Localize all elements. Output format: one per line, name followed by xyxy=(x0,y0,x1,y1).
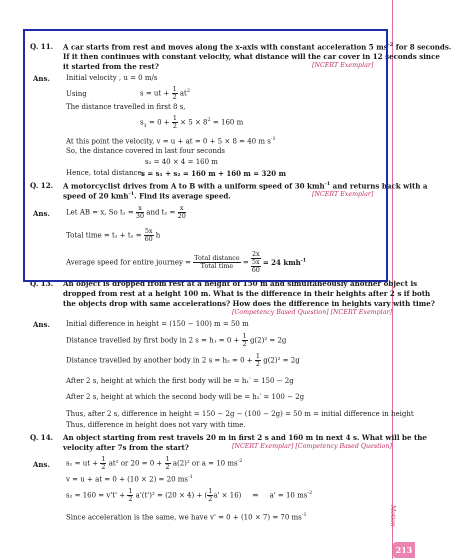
q14-number: Q. 14. xyxy=(30,433,54,442)
q13-line2: Distance travelled by first body in 2 s = h₁ = 0 + $\frac{1}{2}$ g(2)² = 2g xyxy=(66,332,287,348)
q11-text-line2: If it then continues with constant velocity, what distance will the car cover in 12 seconds since xyxy=(63,52,440,61)
q11-text-line3: it started from the rest? xyxy=(63,62,159,71)
q14-source: [NCERT Exemplar] [Competency Based Question] xyxy=(232,443,392,450)
q12-line1: Let AB = x, So t₁ = $\frac{x}{30}$ and t₂ = $\frac{x}{20}$ xyxy=(66,204,186,220)
q13-text-line3: the objects drop with same accelerations? How does the difference in heights vary with time? xyxy=(63,299,435,308)
q13-line4: After 2 s, height at which the first body will be = h₁′ = 150 − 2g xyxy=(66,377,294,385)
q11-line6: Hence, total distance, xyxy=(66,169,144,177)
q12-number: Q. 12. xyxy=(30,181,54,190)
q13-number: Q. 13. xyxy=(30,279,54,288)
q13-line7: Thus, difference in height does not vary with time. xyxy=(66,421,246,429)
q11-line2: The distance travelled in first 8 s, xyxy=(66,103,186,111)
q13-text-line1: An object is dropped from rest at a height of 150 m and simultaneously another object is xyxy=(63,279,418,288)
q11-line4: So, the distance covered in last four seconds xyxy=(66,147,226,155)
q14-line3: s₂ = 160 = v't' + $\frac{1}{2}$ a'(t')² = (20 × 4) + ( $\frac{1}{2}$ a' × 16) ⇒ a' = 10 $ms^{-2}$ xyxy=(66,487,313,503)
q12-text-line1: A motorcyclist drives from A to B with a uniform speed of 30 kmh$^{-1}$ and returns back with a xyxy=(63,181,428,191)
q13-text-line2: dropped from rest at a height 100 m. What is the difference in their heights after 2 s if both xyxy=(63,289,431,298)
selection-rectangle[interactable] xyxy=(23,29,388,282)
q13-line5: After 2 s, height at which the second body will be = h₂′ = 100 − 2g xyxy=(66,393,305,401)
q11-text-line1: A car starts from rest and moves along the x-axis with constant acceleration 5 $ms^{-2}$ for 8 seconds. xyxy=(63,42,451,52)
q11-line1: Initial velocity , u = 0 m/s xyxy=(66,74,158,82)
q14-text-line1: An object starting from rest travels 20 m in first 2 s and 160 m in next 4 s. What will be the xyxy=(63,433,427,442)
q11-eq1: s = ut + $\frac{1}{2}$ $at^2$ xyxy=(140,85,191,101)
q11-line5: s₂ = 40 × 4 = 160 m xyxy=(145,158,218,166)
q12-text-line2: speed of 20 kmh$^{-1}$. Find its average speed. xyxy=(63,191,231,201)
q14-answer-label: Ans. xyxy=(33,460,50,469)
q13-line3: Distance travelled by another body in 2 s = h₂ = 0 + $\frac{1}{2}$ g(2)² = 2g xyxy=(66,352,300,368)
q14-line1: s₁ = ut + $\frac{1}{2}$ at² or 20 = 0 + $\frac{1}{2}$ a(2)² or a = 10 $ms^{-2}$ xyxy=(66,455,243,471)
q13-line1: Initial difference in height = (150 − 100) m = 50 m xyxy=(66,320,249,328)
q11-number: Q. 11. xyxy=(30,42,54,51)
q11-using: Using xyxy=(66,90,87,98)
q12-line3: Average speed for entire journey = $\frac{\text{Total distance}}{\text{Total time}}$ = 2x 5x 60 = 24 kmh$^{-1}$ xyxy=(66,250,307,274)
q13-line6: Thus, after 2 s, difference in height = 150 − 2g − (100 − 2g) = 50 m = initial difference in height xyxy=(66,410,414,418)
q12-answer-label: Ans. xyxy=(33,209,50,218)
q11-line3: At this point the velocity, v = u + at = 0 + 5 × 8 = 40 m $s^{-1}$ xyxy=(66,136,276,146)
q11-total: s = s₁ + s₂ = 160 m + 160 m = 320 m xyxy=(141,169,287,178)
q12-source: [NCERT Exemplar] xyxy=(312,191,374,198)
q11-answer-label: Ans. xyxy=(33,74,50,83)
side-chapter-label: Motion xyxy=(389,505,396,527)
q11-source: [NCERT Exemplar] xyxy=(312,62,374,69)
page-number-badge: 213 xyxy=(393,542,415,558)
q12-line2: Total time = t₁ + t₂ = $\frac{5x}{60}$ h xyxy=(66,227,161,243)
q14-text-line2: velocity after 7s from the start? xyxy=(63,443,189,452)
q14-line2: v = u + at = 0 + (10 × 2) = 20 $ms^{-1}$ xyxy=(66,474,193,484)
q14-line4: Since acceleration is the same, we have v' = 0 + (10 × 7) = 70 $ms^{-1}$ xyxy=(66,512,307,522)
q11-eq2: $s_1 = 0$ + $\frac{1}{2}$ × $5 \times 8^2 = 160$ m xyxy=(140,114,244,130)
q13-source: [Competency Based Question] [NCERT Exemplar] xyxy=(232,309,392,316)
q13-answer-label: Ans. xyxy=(33,320,50,329)
